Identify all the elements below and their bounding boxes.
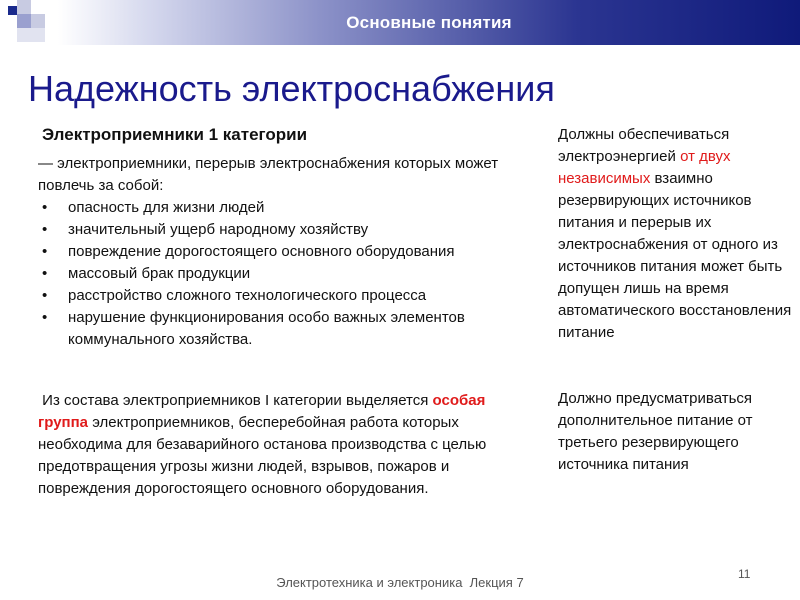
special-group-paragraph [38, 390, 518, 500]
category-definition [38, 153, 538, 351]
requirement-paragraph [558, 124, 794, 344]
deco-square [8, 6, 17, 15]
highlight-text: от двух независимых [558, 148, 731, 187]
consequence-list [38, 197, 538, 351]
highlight-text: особая группа [38, 392, 486, 431]
deco-square [31, 28, 45, 42]
page-number: 11 [738, 567, 751, 581]
paragraph-text: Должны обеспечиваться электроэнергией [558, 126, 734, 165]
power-supply-requirements [558, 124, 794, 476]
list-item: • повреждение дорогостоящего основного оборудования [38, 241, 538, 263]
intro-text: — электроприемники, перерыв электроснабжения которых может повлечь за собой: [38, 155, 499, 194]
paragraph-text: Из состава электроприемников I категории выделяется [38, 392, 433, 409]
deco-square [17, 0, 31, 14]
header-bar [58, 0, 800, 45]
paragraph-text: электроприемников, бесперебойная работа которых необходима для безаварийного останова производства с целью предотвращения угрозы жизни людей, взрывов, пожаров и повреждения дорогостоящего основного оборудования. [38, 414, 491, 497]
paragraph-text: взаимно резервирующих источников питания и перерыв их электроснабжения от одного из источников питания может быть допущен лишь на время автоматического восстановления питание [558, 170, 796, 341]
deco-square [17, 14, 31, 28]
list-item: • значительный ущерб народному хозяйству [38, 219, 538, 241]
list-item: • расстройство сложного технологического процесса [38, 285, 538, 307]
header-title: Основные понятия [346, 13, 512, 32]
list-item: • опасность для жизни людей [38, 197, 538, 219]
deco-square [17, 28, 31, 42]
additional-supply-paragraph: Должно предусматриваться дополнительное питание от третьего резервирующего источника питания [558, 390, 753, 473]
list-item: • массовый брак продукции [38, 263, 538, 285]
slide-title: Надежность электроснабжения [28, 68, 555, 109]
category-heading: Электроприемники 1 категории [42, 125, 308, 144]
deco-square [31, 14, 45, 28]
list-item: • нарушение функционирования особо важных элементов коммунального хозяйства. [38, 307, 538, 351]
footer-text: Электротехника и электроника Лекция 7 [276, 575, 524, 590]
